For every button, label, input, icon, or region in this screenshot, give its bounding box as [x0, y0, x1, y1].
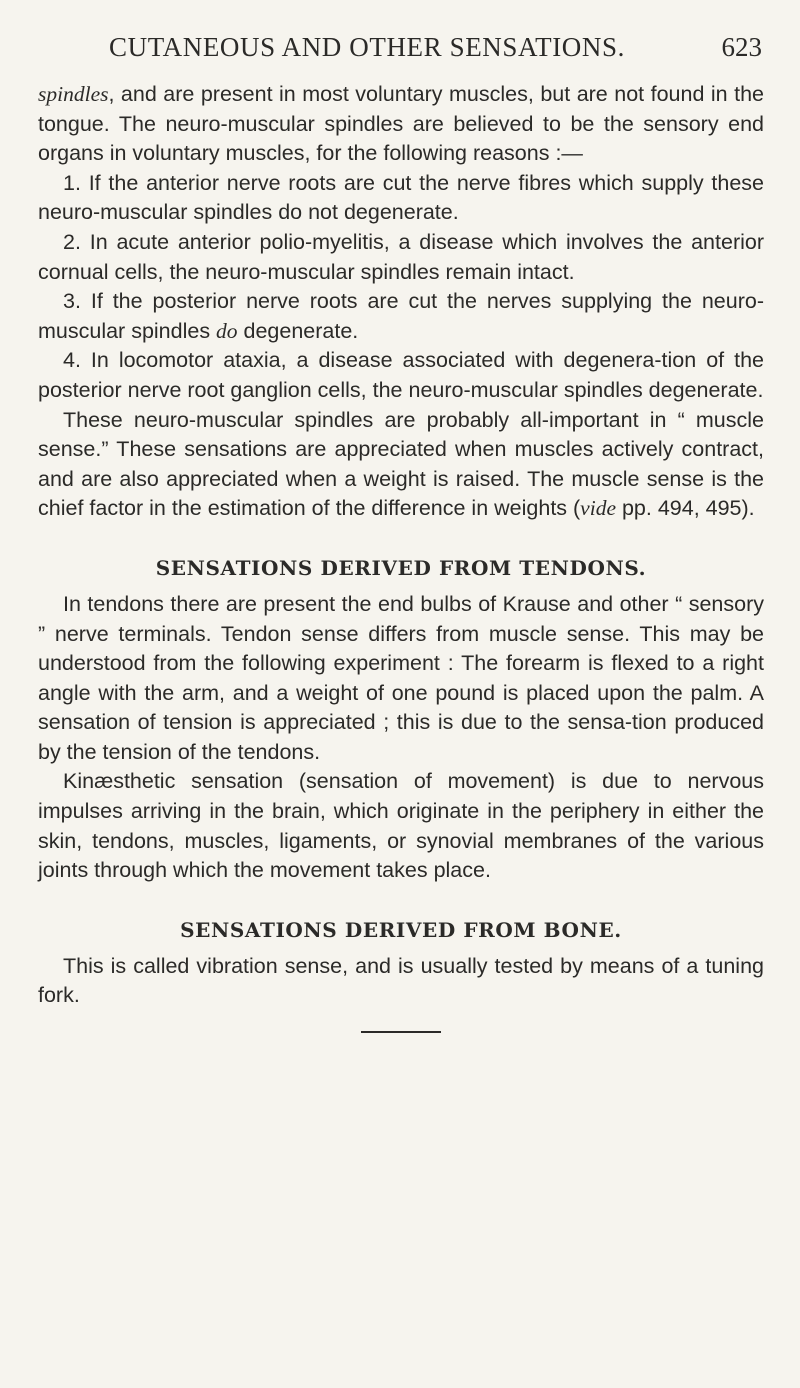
- book-page: [38, 22, 764, 1033]
- reason-3-italic: do: [216, 318, 238, 343]
- running-head: [38, 22, 764, 80]
- intro-paragraph: [38, 80, 764, 169]
- reason-2: 2. In acute anterior polio-myelitis, a disease which involves the anterior cornual cells, the neuro-muscular spindles remain intact.: [38, 229, 764, 284]
- intro-italic-lead: spindles: [38, 82, 109, 106]
- muscle-sense-italic: vide: [580, 496, 616, 521]
- tendons-paragraph-2: Kinæsthetic sensation (sensation of movement) is due to nervous impulses arriving in the brain, which originate in the periphery in either the skin, tendons, muscles, ligaments, or synovial membranes of the various joints through which the movement takes place.: [38, 769, 764, 883]
- page-number: 623: [721, 32, 762, 62]
- reason-1: 1. If the anterior nerve roots are cut the nerve fibres which supply these neuro-muscular spindles do not degenerate.: [38, 170, 764, 225]
- muscle-sense-paragraph: [38, 406, 764, 524]
- end-rule-divider: [361, 1031, 441, 1033]
- muscle-sense-before: These neuro-muscular spindles are probably all-important in “ muscle sense.” These sensations are appreciated when muscles actively contract, and are also appreciated when a weight is raised. The muscle sense is the chief factor in the estimation of the difference in weights (: [38, 407, 764, 521]
- muscle-sense-after: pp. 494, 495).: [615, 496, 755, 521]
- section-heading-bone: SENSATIONS DERIVED FROM BONE.: [180, 917, 622, 942]
- reason-3-after: degenerate.: [237, 318, 359, 343]
- section-heading-tendons: SENSATIONS DERIVED FROM TENDONS.: [155, 555, 647, 580]
- reason-4: 4. In locomotor ataxia, a disease associated with degenera-tion of the posterior nerve root ganglion cells, the neuro-muscular spindles degenerate.: [38, 348, 764, 402]
- running-title: CUTANEOUS AND OTHER SENSATIONS.: [109, 32, 625, 62]
- intro-text: , and are present in most voluntary muscles, but are not found in the tongue. The neuro-muscular spindles are believed to be the sensory end organs in voluntary muscles, for the following reasons :—: [38, 82, 764, 166]
- reason-3-before: 3. If the posterior nerve roots are cut the nerves supplying the neuro-muscular spindles: [38, 289, 764, 343]
- reason-3: [38, 287, 764, 346]
- bone-paragraph: This is called vibration sense, and is usually tested by means of a tuning fork.: [38, 953, 764, 1008]
- tendons-paragraph-1: In tendons there are present the end bulbs of Krause and other “ sensory ” nerve terminals. Tendon sense differs from muscle sense. This may be understood from the following experiment : The forearm is flexed to a right angle with the arm, and a weight of one pound is placed upon the palm. A sensation of tension is appreciated ; this is due to the sensa-tion produced by the tension of the tendons.: [38, 591, 764, 764]
